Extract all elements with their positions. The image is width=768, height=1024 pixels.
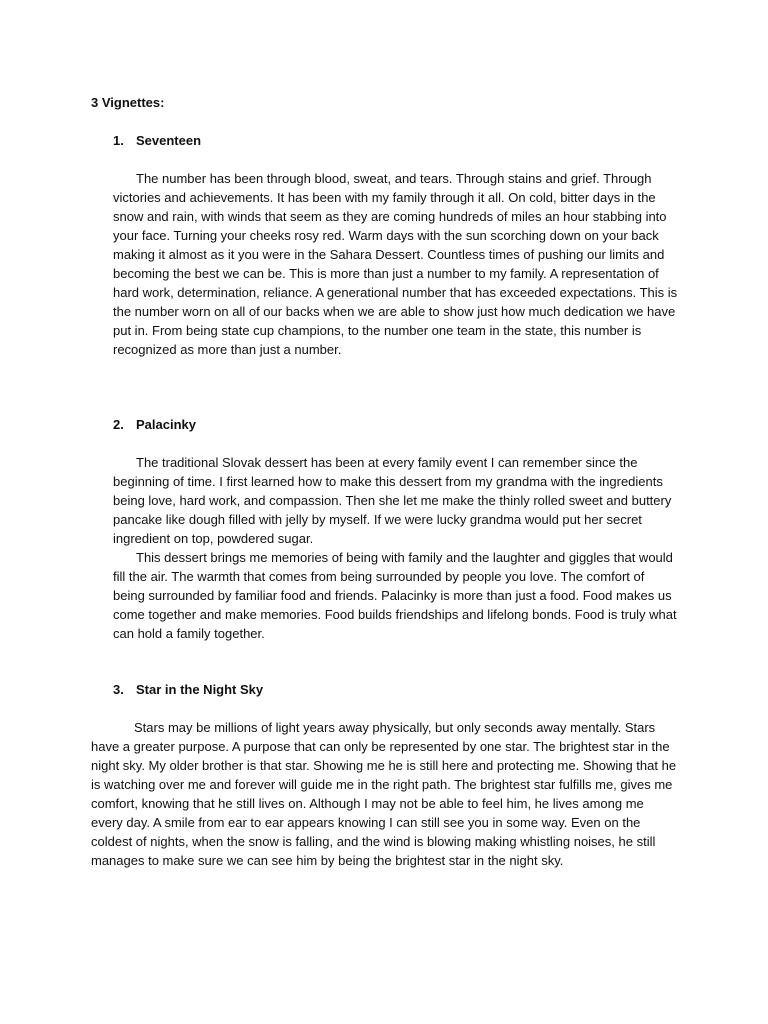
- section-paragraph: The number has been through blood, sweat, and tears. Through stains and grief. Through victories and achievements. It has been with my family through it all. On cold, bitter days in the snow and rain, with winds that seem as they are coming hundreds of miles an hour stabbing into your face. Turning your cheeks rosy red. Warm days with the sun scorching down on your back making it almost as it you were in the Sahara Dessert. Countless times of pushing our limits and becoming the best we can be. This is more than just a number to my family. A representation of hard work, determination, reliance. A generational number that has exceeded expectations. This is the number worn on all of our backs when we are able to show just how much dedication we have put in. From being state cup champions, to the number one team in the state, this number is recognized as more than just a number.: [113, 171, 678, 357]
- section-title: Palacinky: [136, 417, 196, 432]
- section-heading-seventeen: [113, 131, 201, 150]
- section-number: 1.: [113, 133, 124, 148]
- section-heading-palacinky: [113, 415, 196, 434]
- section-paragraph: This dessert brings me memories of being with family and the laughter and giggles that would fill the air. The warmth that comes from being surrounded by people you love. The comfort of being surrounded by familiar food and friends. Palacinky is more than just a food. Food makes us come together and make memories. Food builds friendships and lifelong bonds. Food is truly what can hold a family together.: [113, 550, 677, 641]
- section-number: 2.: [113, 417, 124, 432]
- section-heading-star-in-the-night-sky: [113, 680, 263, 699]
- section-title: Star in the Night Sky: [136, 682, 264, 697]
- section-number: 3.: [113, 682, 124, 697]
- section-title: Seventeen: [136, 133, 202, 148]
- section-paragraph: The traditional Slovak dessert has been at every family event I can remember since the beginning of time. I first learned how to make this dessert from my grandma with the ingredients being love, hard work, and compassion. Then she let me make the thinly rolled sweet and buttery pancake like dough filled with jelly by myself. If we were lucky grandma would put her secret ingredient on top, powdered sugar.: [113, 455, 672, 546]
- section-paragraph: Stars may be millions of light years away physically, but only seconds away mentally. Stars have a greater purpose. A purpose that can only be represented by one star. The brightest star in the night sky. My older brother is that star. Showing me he is still here and protecting me. Showing that he is watching over me and forever will guide me in the right path. The brightest star fulfills me, gives me comfort, knowing that he still lives on. Although I may not be able to feel him, he lives among me every day. A smile from ear to ear appears knowing I can still see you in some way. Even on the coldest of nights, when the snow is falling, and the wind is blowing making whistling noises, he still manages to make sure we can see him by being the brightest star in the night sky.: [91, 720, 677, 868]
- document-title: 3 Vignettes:: [91, 95, 165, 110]
